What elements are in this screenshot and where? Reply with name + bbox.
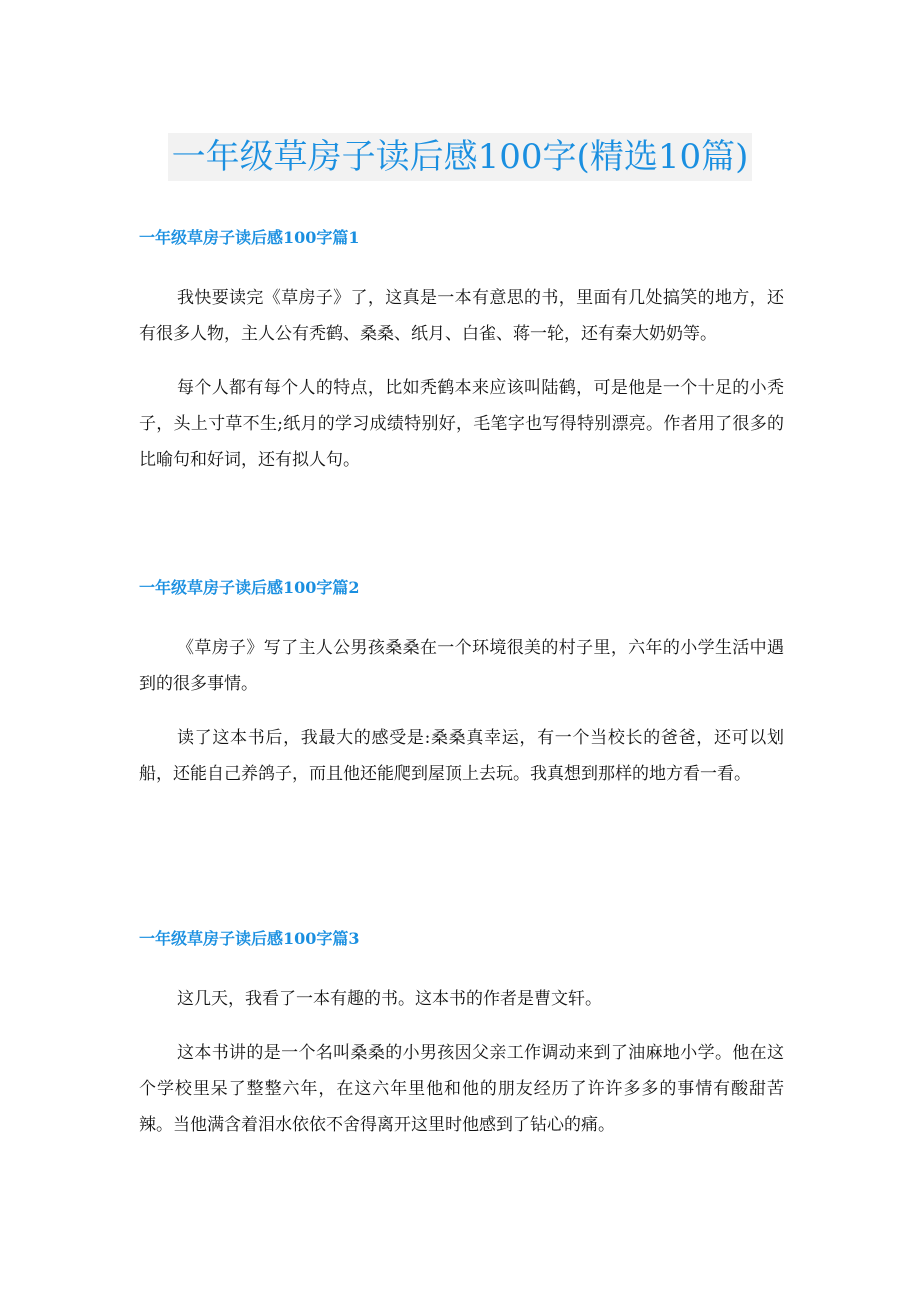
section-body (139, 630, 784, 792)
section-heading: 一年级草房子读后感100字篇2 (139, 578, 360, 597)
section-body (139, 280, 784, 478)
paragraph: 每个人都有每个人的特点，比如秃鹤本来应该叫陆鹤，可是他是一个十足的小秃子，头上寸草不生;纸月的学习成绩特别好，毛笔字也写得特别漂亮。作者用了很多的比喻句和好词，还有拟人句。 (139, 378, 784, 470)
section-body (139, 981, 784, 1143)
article-section-2 (139, 578, 784, 792)
document-title: 一年级草房子读后感100字(精选10篇) (168, 133, 753, 181)
article-section-1 (139, 228, 784, 478)
article-section-3 (139, 929, 784, 1143)
section-heading: 一年级草房子读后感100字篇3 (139, 929, 360, 948)
paragraph: 《草房子》写了主人公男孩桑桑在一个环境很美的村子里，六年的小学生活中遇到的很多事情。 (139, 638, 784, 694)
paragraph: 这本书讲的是一个名叫桑桑的小男孩因父亲工作调动来到了油麻地小学。他在这个学校里呆了整整六年，在这六年里他和他的朋友经历了许许多多的事情有酸甜苦辣。当他满含着泪水依依不舍得离开这里时他感到了钻心的痛。 (139, 1043, 784, 1135)
paragraph: 我快要读完《草房子》了，这真是一本有意思的书，里面有几处搞笑的地方，还有很多人物，主人公有秃鹤、桑桑、纸月、白雀、蒋一轮，还有秦大奶奶等。 (139, 288, 784, 344)
paragraph: 读了这本书后，我最大的感受是:桑桑真幸运，有一个当校长的爸爸，还可以划船，还能自己养鸽子，而且他还能爬到屋顶上去玩。我真想到那样的地方看一看。 (139, 728, 784, 784)
section-heading: 一年级草房子读后感100字篇1 (139, 228, 360, 247)
title-container (0, 133, 920, 181)
paragraph: 这几天，我看了一本有趣的书。这本书的作者是曹文轩。 (177, 989, 602, 1009)
